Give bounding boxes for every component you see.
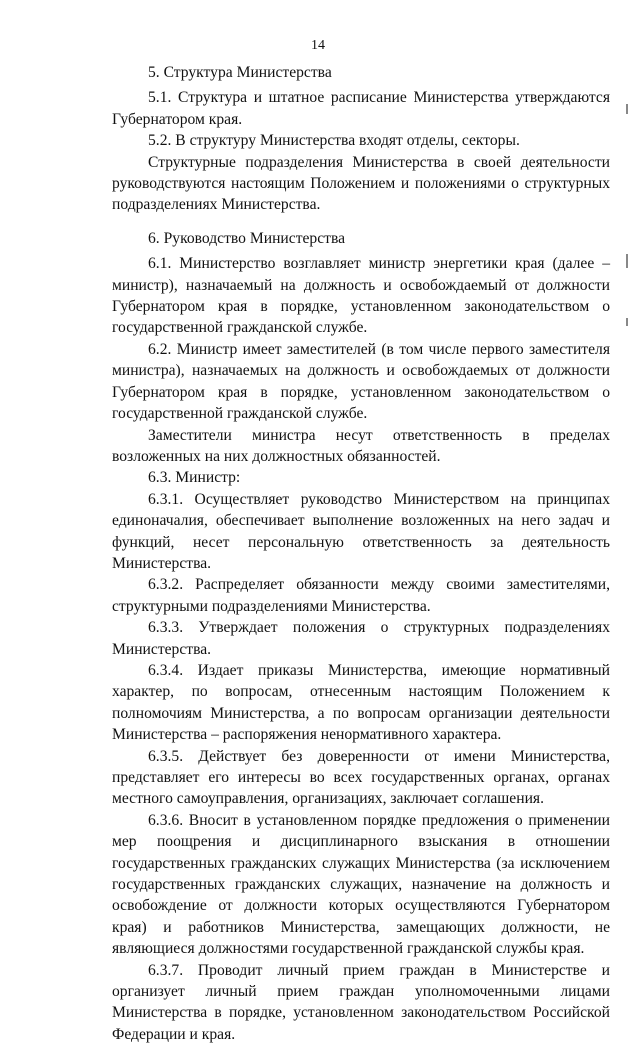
section-6-heading: 6. Руководство Министерства [148,229,346,247]
scan-edge-mark-lower [626,318,628,326]
paragraph-6-3: 6.3. Министр: [148,469,241,487]
section-5-heading: 5. Структура Министерства [148,64,332,81]
document-body [112,62,610,1045]
paragraph-6-2: 6.2. Министр имеет заместителей (в том числе первого заместителя министра), назначаемых на должность и освобождаемых от должности Губернатором края в порядке, установленном законодательством о государственной гражданской службе. [112,340,610,423]
scan-edge-mark-top [626,104,628,114]
paragraph-6-3-2: 6.3.2. Распределяет обязанности между своими заместителями, структурными подразделениями Министерства. [112,576,610,615]
paragraph-6-3-6: 6.3.6. Вносит в установленном порядке предложения о применении мер поощрения и дисциплинарного взыскания в отношении государственных гражданских служащих Министерства (за исключением государственных гражданских служащих, назначение на должность и освобождение от должности которых осуществляются Губернатором края) и работников Министерства, замещающих должности, не являющиеся должностями государственной гражданской службы края. [112,811,610,958]
paragraph-5-1: 5.1. Структура и штатное расписание Министерства утверждаются Губернатором края. [112,89,610,128]
paragraph-5-2: 5.2. В структуру Министерства входят отделы, секторы. [148,132,520,150]
scan-edge-mark-middle [626,254,628,268]
paragraph-6-1: 6.1. Министерство возглавляет министр энергетики края (далее – министр), назначаемый на должность и освобождаемый от должности Губернатором края в порядке, установленном законодательством о государственной гражданской службе. [112,255,610,337]
paragraph-6-3-4: 6.3.4. Издает приказы Министерства, имеющие нормативный характер, по вопросам, отнесенным настоящим Положением к полномочиям Министерства, а по вопросам организации деятельности Министерства – распоряжения ненормативного характера. [112,661,610,744]
paragraph-6-3-1: 6.3.1. Осуществляет руководство Министерством на принципах единоначалия, обеспечивает выполнение возложенных на него задач и функций, несет персональную ответственность за деятельность Министерства. [112,490,610,572]
paragraph-5-structural-units: Структурные подразделения Министерства в своей деятельности руководствуются настоящим Положением и положениями о структурных подразделениях Министерства. [112,153,610,214]
paragraph-6-deputies: Заместители министра несут ответственность в пределах возложенных на них должностных обязанностей. [112,426,610,465]
paragraph-6-3-5: 6.3.5. Действует без доверенности от имени Министерства, представляет его интересы во всех государственных органах, органах местного самоуправления, организациях, заключает соглашения. [112,747,610,808]
paragraph-6-3-7: 6.3.7. Проводит личный прием граждан в Министерстве и организует личный прием граждан уполномоченными лицами Министерства в порядке, установленном законодательством Российской Федерации и края. [112,961,610,1043]
page-number: 14 [311,38,325,53]
paragraph-6-3-3: 6.3.3. Утверждает положения о структурных подразделениях Министерства. [112,619,610,658]
